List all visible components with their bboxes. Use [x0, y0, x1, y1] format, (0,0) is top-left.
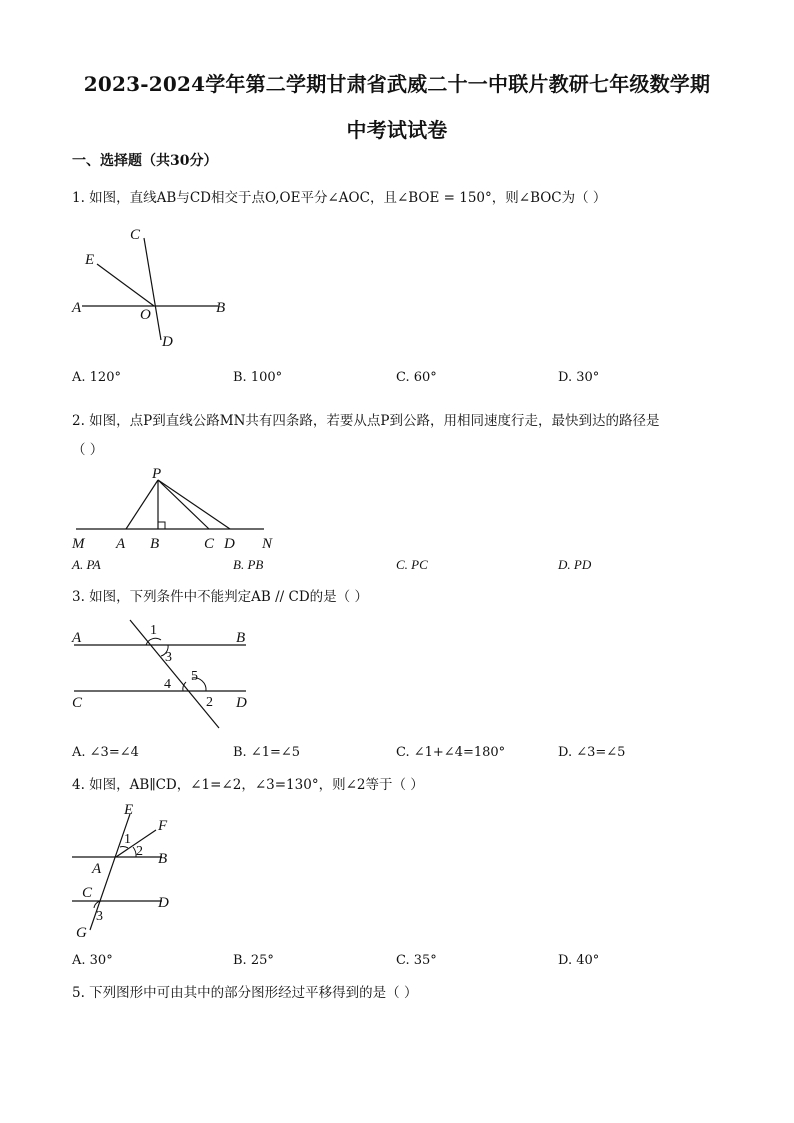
- q1-label-c: C: [130, 227, 141, 243]
- q4-angle-2: 2: [136, 844, 143, 859]
- q3-angle-1: 1: [150, 623, 157, 638]
- question-5-text: 5. 下列图形中可由其中的部分图形经过平移得到的是（ ）: [72, 985, 418, 1001]
- q4-label-c: C: [82, 885, 93, 901]
- q1-option-d[interactable]: D. 30°: [558, 370, 600, 385]
- q2-label-d: D: [224, 536, 235, 552]
- q2-option-b[interactable]: B. PB: [233, 557, 264, 572]
- q2-label-m: M: [72, 536, 85, 552]
- question-1-text: 1. 如图，直线AB与CD相交于点O,OE平分∠AOC，且∠BOE = 150°，则∠BOC为（ ）: [72, 190, 607, 206]
- section-heading: 一、选择题（共30分）: [72, 153, 218, 169]
- question-2-figure: [68, 462, 278, 554]
- q4-option-c[interactable]: C. 35°: [396, 953, 437, 968]
- q3-angle-4: 4: [164, 677, 171, 692]
- q3-option-b[interactable]: B. ∠1=∠5: [233, 745, 301, 760]
- question-2-text: 2. 如图，点P到直线公路MN共有四条路，若要从点P到公路，用相同速度行走，最快到达的路径是: [72, 413, 660, 429]
- q2-option-d[interactable]: D. PD: [558, 557, 592, 572]
- q3-angle-3: 3: [165, 650, 172, 665]
- q1-label-b: B: [216, 300, 226, 316]
- q4-label-g: G: [76, 925, 87, 941]
- q1-label-a: A: [72, 300, 82, 316]
- q2-label-p: P: [152, 466, 162, 482]
- q2-option-c[interactable]: C. PC: [396, 557, 428, 572]
- q2-label-b: B: [150, 536, 160, 552]
- q1-label-e: E: [85, 252, 95, 268]
- q2-label-c: C: [204, 536, 215, 552]
- q4-label-b: B: [158, 851, 168, 867]
- q3-label-c: C: [72, 695, 83, 711]
- question-1-figure: [68, 222, 238, 352]
- q3-option-d[interactable]: D. ∠3=∠5: [558, 745, 626, 760]
- q2-label-n: N: [262, 536, 273, 552]
- q4-label-e: E: [124, 802, 134, 818]
- page-title-line2: 中考试试卷: [346, 118, 448, 142]
- q3-label-d: D: [236, 695, 247, 711]
- q4-label-f: F: [158, 818, 168, 834]
- q1-option-c[interactable]: C. 60°: [396, 370, 437, 385]
- q4-option-d[interactable]: D. 40°: [558, 953, 600, 968]
- question-4-figure: [66, 800, 196, 942]
- q1-label-o: O: [140, 307, 151, 323]
- q1-option-b[interactable]: B. 100°: [233, 370, 283, 385]
- q1-label-d: D: [162, 334, 173, 350]
- q4-option-a[interactable]: A. 30°: [72, 953, 113, 968]
- q3-option-a[interactable]: A. ∠3=∠4: [72, 745, 139, 760]
- page-title: 2023-2024学年第二学期甘肃省武威二十一中联片教研七年级数学期: [83, 72, 711, 96]
- q3-label-a: A: [72, 630, 82, 646]
- question-4-text: 4. 如图，AB∥CD，∠1=∠2，∠3=130°，则∠2等于（ ）: [72, 777, 424, 793]
- q3-option-c[interactable]: C. ∠1+∠4=180°: [396, 745, 506, 760]
- q2-label-a: A: [116, 536, 126, 552]
- q4-option-b[interactable]: B. 25°: [233, 953, 274, 968]
- question-2-text-paren: （ ）: [72, 442, 104, 458]
- q3-angle-5: 5: [191, 669, 198, 684]
- q4-label-a: A: [92, 861, 102, 877]
- question-3-figure: [66, 614, 262, 734]
- q3-angle-2: 2: [206, 695, 213, 710]
- q3-label-b: B: [236, 630, 246, 646]
- q2-option-a[interactable]: A. PA: [72, 557, 101, 572]
- q4-label-d: D: [158, 895, 169, 911]
- q4-angle-3: 3: [96, 909, 103, 924]
- q4-angle-1: 1: [124, 832, 131, 847]
- q1-option-a[interactable]: A. 120°: [72, 370, 121, 385]
- question-3-text: 3. 如图，下列条件中不能判定AB // CD的是（ ）: [72, 589, 368, 605]
